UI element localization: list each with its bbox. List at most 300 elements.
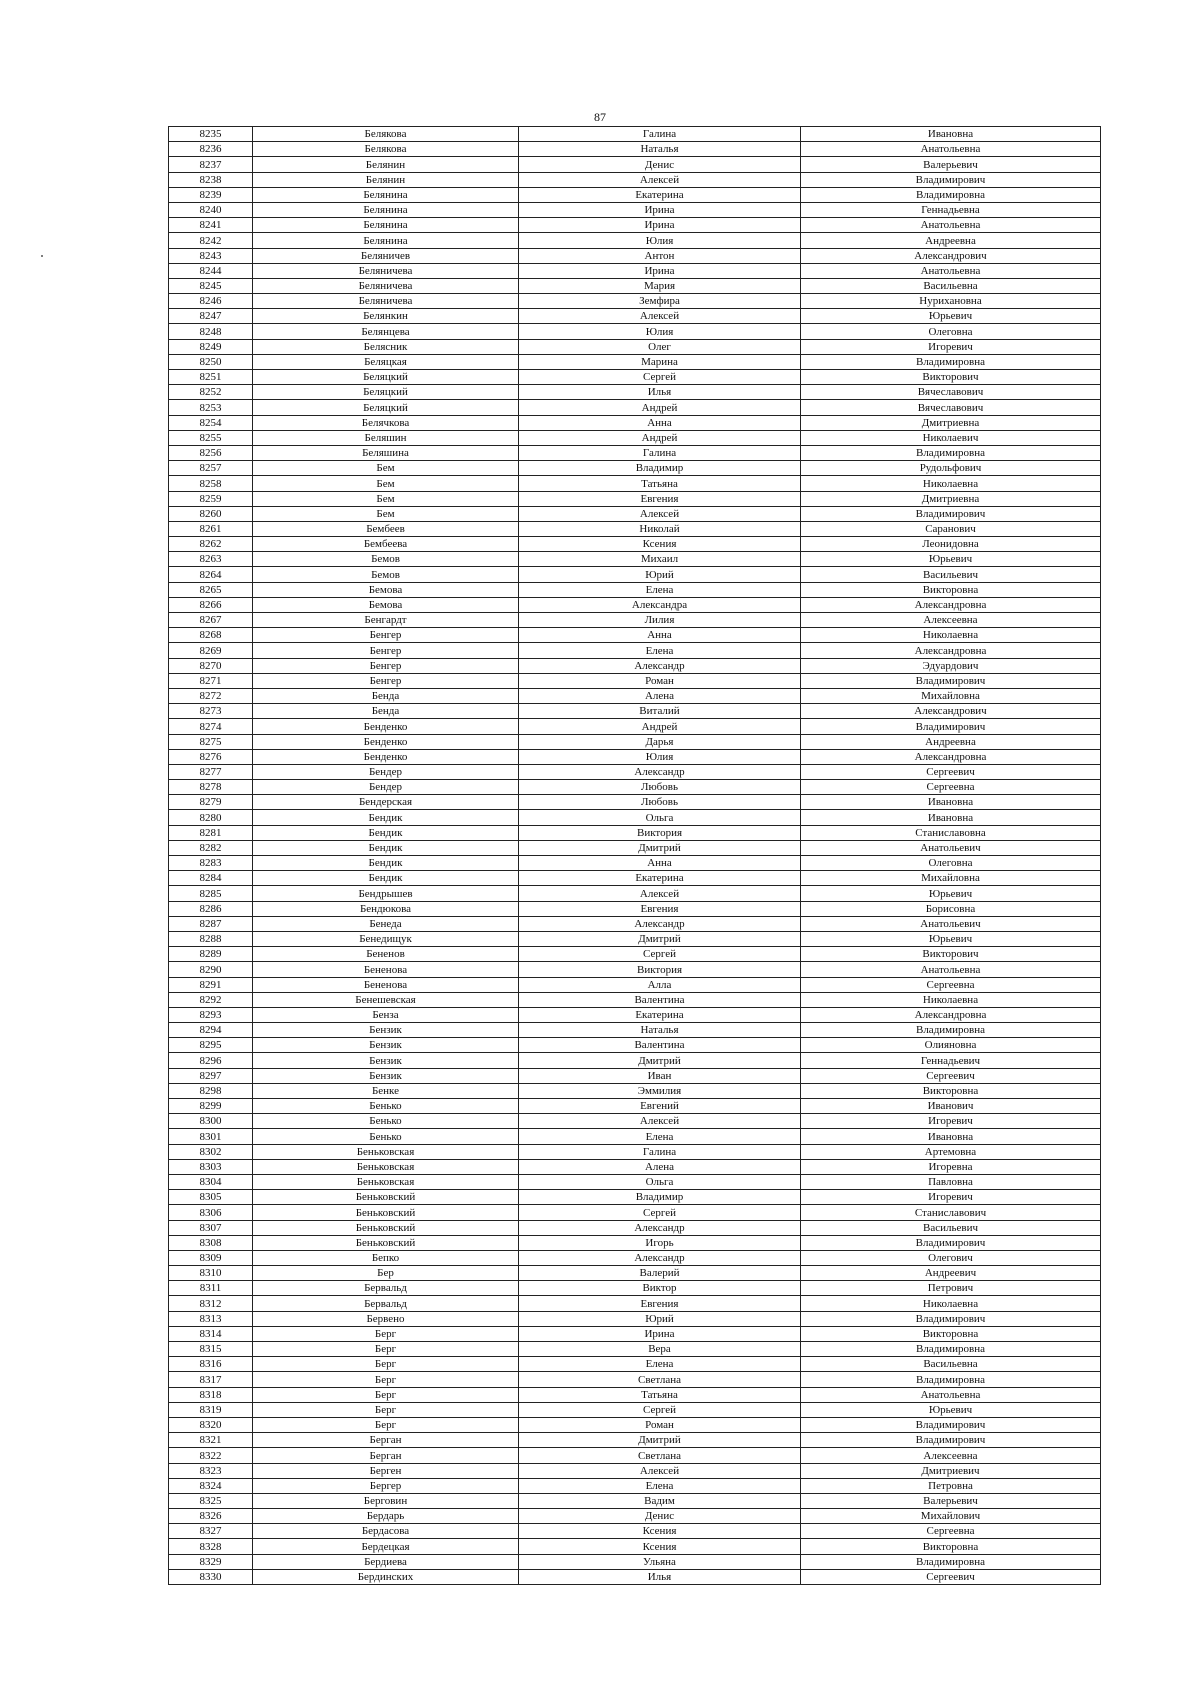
row-number-cell: 8313 [169, 1311, 253, 1326]
surname-cell: Беньковская [253, 1144, 519, 1159]
table-row [169, 1220, 1101, 1235]
given-name-cell: Алексей [519, 1463, 801, 1478]
table-row [169, 1296, 1101, 1311]
given-name-cell: Ксения [519, 1539, 801, 1554]
given-name-cell: Анна [519, 628, 801, 643]
row-number-cell: 8300 [169, 1114, 253, 1129]
surname-cell: Берг [253, 1326, 519, 1341]
given-name-cell: Алексей [519, 506, 801, 521]
patronymic-cell: Юрьевич [801, 309, 1101, 324]
row-number-cell: 8329 [169, 1554, 253, 1569]
surname-cell: Беляцкий [253, 400, 519, 415]
surname-cell: Белянкин [253, 309, 519, 324]
table-row [169, 780, 1101, 795]
patronymic-cell: Алексеевна [801, 1448, 1101, 1463]
surname-cell: Бемова [253, 597, 519, 612]
row-number-cell: 8272 [169, 688, 253, 703]
given-name-cell: Галина [519, 127, 801, 142]
given-name-cell: Андрей [519, 400, 801, 415]
row-number-cell: 8275 [169, 734, 253, 749]
row-number-cell: 8287 [169, 916, 253, 931]
page-number: 87 [594, 110, 606, 124]
patronymic-cell: Владимирович [801, 172, 1101, 187]
given-name-cell: Анна [519, 415, 801, 430]
table-row [169, 370, 1101, 385]
table-row [169, 1174, 1101, 1189]
given-name-cell: Дмитрий [519, 1433, 801, 1448]
patronymic-cell: Владимирович [801, 1417, 1101, 1432]
given-name-cell: Ирина [519, 263, 801, 278]
table-row [169, 248, 1101, 263]
row-number-cell: 8297 [169, 1068, 253, 1083]
given-name-cell: Юлия [519, 324, 801, 339]
given-name-cell: Мария [519, 278, 801, 293]
patronymic-cell: Сергеевич [801, 1068, 1101, 1083]
table-row [169, 688, 1101, 703]
row-number-cell: 8326 [169, 1509, 253, 1524]
row-number-cell: 8328 [169, 1539, 253, 1554]
patronymic-cell: Андреевич [801, 1266, 1101, 1281]
table-row [169, 263, 1101, 278]
given-name-cell: Юрий [519, 1311, 801, 1326]
surname-cell: Белякова [253, 142, 519, 157]
row-number-cell: 8305 [169, 1190, 253, 1205]
patronymic-cell: Владимирович [801, 506, 1101, 521]
patronymic-cell: Алексеевна [801, 613, 1101, 628]
given-name-cell: Алексей [519, 1114, 801, 1129]
row-number-cell: 8255 [169, 430, 253, 445]
given-name-cell: Виктор [519, 1281, 801, 1296]
patronymic-cell: Сергеевич [801, 764, 1101, 779]
given-name-cell: Елена [519, 1478, 801, 1493]
surname-cell: Бервено [253, 1311, 519, 1326]
given-name-cell: Анна [519, 856, 801, 871]
patronymic-cell: Юрьевич [801, 886, 1101, 901]
surname-cell: Беляцкий [253, 385, 519, 400]
patronymic-cell: Петрович [801, 1281, 1101, 1296]
row-number-cell: 8241 [169, 218, 253, 233]
surname-cell: Бем [253, 491, 519, 506]
row-number-cell: 8236 [169, 142, 253, 157]
table-row [169, 764, 1101, 779]
given-name-cell: Эммилия [519, 1083, 801, 1098]
given-name-cell: Игорь [519, 1235, 801, 1250]
surname-cell: Бенда [253, 704, 519, 719]
patronymic-cell: Олеговна [801, 856, 1101, 871]
given-name-cell: Ирина [519, 1326, 801, 1341]
patronymic-cell: Олияновна [801, 1038, 1101, 1053]
given-name-cell: Елена [519, 643, 801, 658]
given-name-cell: Роман [519, 1417, 801, 1432]
given-name-cell: Екатерина [519, 187, 801, 202]
surname-cell: Берг [253, 1342, 519, 1357]
table-row [169, 1569, 1101, 1584]
surname-cell: Белякова [253, 127, 519, 142]
table-row [169, 658, 1101, 673]
given-name-cell: Дмитрий [519, 931, 801, 946]
row-number-cell: 8247 [169, 309, 253, 324]
given-name-cell: Виталий [519, 704, 801, 719]
table-row [169, 1068, 1101, 1083]
given-name-cell: Наталья [519, 1023, 801, 1038]
table-row [169, 962, 1101, 977]
row-number-cell: 8282 [169, 840, 253, 855]
given-name-cell: Андрей [519, 430, 801, 445]
table-row [169, 552, 1101, 567]
table-row [169, 1539, 1101, 1554]
patronymic-cell: Владимировна [801, 445, 1101, 460]
given-name-cell: Елена [519, 582, 801, 597]
surname-cell: Бенгардт [253, 613, 519, 628]
row-number-cell: 8256 [169, 445, 253, 460]
patronymic-cell: Васильевич [801, 567, 1101, 582]
row-number-cell: 8295 [169, 1038, 253, 1053]
row-number-cell: 8239 [169, 187, 253, 202]
row-number-cell: 8261 [169, 521, 253, 536]
table-row [169, 202, 1101, 217]
given-name-cell: Земфира [519, 294, 801, 309]
patronymic-cell: Анатольевна [801, 218, 1101, 233]
surname-cell: Беньковский [253, 1220, 519, 1235]
table-row [169, 1372, 1101, 1387]
given-name-cell: Светлана [519, 1372, 801, 1387]
table-row [169, 445, 1101, 460]
surname-cell: Белянина [253, 233, 519, 248]
surname-cell: Бендер [253, 764, 519, 779]
table-row [169, 1524, 1101, 1539]
given-name-cell: Илья [519, 1569, 801, 1584]
patronymic-cell: Николаевна [801, 628, 1101, 643]
surname-cell: Бем [253, 461, 519, 476]
row-number-cell: 8327 [169, 1524, 253, 1539]
given-name-cell: Алена [519, 688, 801, 703]
surname-cell: Бембеева [253, 537, 519, 552]
row-number-cell: 8245 [169, 278, 253, 293]
surname-cell: Бердарь [253, 1509, 519, 1524]
row-number-cell: 8289 [169, 947, 253, 962]
table-row [169, 597, 1101, 612]
table-row [169, 142, 1101, 157]
patronymic-cell: Анатольевна [801, 1387, 1101, 1402]
patronymic-cell: Владимирович [801, 719, 1101, 734]
patronymic-cell: Станиславович [801, 1205, 1101, 1220]
patronymic-cell: Владимирович [801, 1311, 1101, 1326]
table-row [169, 1007, 1101, 1022]
surname-cell: Беляшин [253, 430, 519, 445]
table-row [169, 400, 1101, 415]
surname-cell: Беляничева [253, 294, 519, 309]
table-row [169, 643, 1101, 658]
row-number-cell: 8288 [169, 931, 253, 946]
row-number-cell: 8281 [169, 825, 253, 840]
surname-cell: Бензик [253, 1038, 519, 1053]
given-name-cell: Антон [519, 248, 801, 263]
surname-cell: Бендрышев [253, 886, 519, 901]
given-name-cell: Владимир [519, 461, 801, 476]
surname-cell: Бем [253, 476, 519, 491]
row-number-cell: 8306 [169, 1205, 253, 1220]
row-number-cell: 8257 [169, 461, 253, 476]
patronymic-cell: Артемовна [801, 1144, 1101, 1159]
surname-cell: Беньковский [253, 1190, 519, 1205]
table-row [169, 1357, 1101, 1372]
surname-cell: Бердасова [253, 1524, 519, 1539]
given-name-cell: Сергей [519, 370, 801, 385]
given-name-cell: Денис [519, 1509, 801, 1524]
table-row [169, 172, 1101, 187]
patronymic-cell: Андреевна [801, 233, 1101, 248]
surname-cell: Белянина [253, 202, 519, 217]
given-name-cell: Алена [519, 1159, 801, 1174]
given-name-cell: Галина [519, 1144, 801, 1159]
patronymic-cell: Геннадьевич [801, 1053, 1101, 1068]
row-number-cell: 8321 [169, 1433, 253, 1448]
table-row [169, 415, 1101, 430]
surname-cell: Белянцева [253, 324, 519, 339]
table-row [169, 354, 1101, 369]
surname-cell: Беляничев [253, 248, 519, 263]
row-number-cell: 8312 [169, 1296, 253, 1311]
table-row [169, 1387, 1101, 1402]
table-row [169, 1205, 1101, 1220]
patronymic-cell: Рудольфович [801, 461, 1101, 476]
surname-cell: Берг [253, 1417, 519, 1432]
surname-cell: Бервальд [253, 1281, 519, 1296]
row-number-cell: 8270 [169, 658, 253, 673]
given-name-cell: Ольга [519, 1174, 801, 1189]
row-number-cell: 8262 [169, 537, 253, 552]
row-number-cell: 8293 [169, 1007, 253, 1022]
row-number-cell: 8309 [169, 1250, 253, 1265]
patronymic-cell: Михайловна [801, 871, 1101, 886]
row-number-cell: 8323 [169, 1463, 253, 1478]
surname-cell: Бендик [253, 871, 519, 886]
patronymic-cell: Владимирович [801, 673, 1101, 688]
row-number-cell: 8260 [169, 506, 253, 521]
table-row [169, 1144, 1101, 1159]
table-row [169, 1250, 1101, 1265]
patronymic-cell: Павловна [801, 1174, 1101, 1189]
patronymic-cell: Александровна [801, 749, 1101, 764]
patronymic-cell: Викторовна [801, 1326, 1101, 1341]
row-number-cell: 8285 [169, 886, 253, 901]
patronymic-cell: Сергеевич [801, 1569, 1101, 1584]
row-number-cell: 8238 [169, 172, 253, 187]
given-name-cell: Валентина [519, 992, 801, 1007]
patronymic-cell: Александровна [801, 643, 1101, 658]
row-number-cell: 8311 [169, 1281, 253, 1296]
row-number-cell: 8316 [169, 1357, 253, 1372]
patronymic-cell: Юрьевич [801, 552, 1101, 567]
patronymic-cell: Владимировна [801, 1554, 1101, 1569]
patronymic-cell: Валерьевич [801, 157, 1101, 172]
patronymic-cell: Николаевна [801, 1296, 1101, 1311]
surname-cell: Бепко [253, 1250, 519, 1265]
table-row [169, 734, 1101, 749]
given-name-cell: Ольга [519, 810, 801, 825]
given-name-cell: Денис [519, 157, 801, 172]
table-row [169, 278, 1101, 293]
patronymic-cell: Петровна [801, 1478, 1101, 1493]
row-number-cell: 8267 [169, 613, 253, 628]
patronymic-cell: Викторович [801, 947, 1101, 962]
surname-cell: Берген [253, 1463, 519, 1478]
table-row [169, 324, 1101, 339]
table-row [169, 187, 1101, 202]
patronymic-cell: Нурихановна [801, 294, 1101, 309]
given-name-cell: Евгения [519, 491, 801, 506]
given-name-cell: Елена [519, 1129, 801, 1144]
given-name-cell: Владимир [519, 1190, 801, 1205]
row-number-cell: 8322 [169, 1448, 253, 1463]
table-row [169, 931, 1101, 946]
given-name-cell: Любовь [519, 795, 801, 810]
patronymic-cell: Александровна [801, 1007, 1101, 1022]
table-row [169, 886, 1101, 901]
surname-cell: Бендик [253, 825, 519, 840]
given-name-cell: Николай [519, 521, 801, 536]
row-number-cell: 8248 [169, 324, 253, 339]
surname-cell: Бенденко [253, 734, 519, 749]
patronymic-cell: Леонидовна [801, 537, 1101, 552]
given-name-cell: Олег [519, 339, 801, 354]
given-name-cell: Михаил [519, 552, 801, 567]
table-row [169, 1083, 1101, 1098]
given-name-cell: Александра [519, 597, 801, 612]
surname-cell: Берг [253, 1402, 519, 1417]
patronymic-cell: Игоревна [801, 1159, 1101, 1174]
row-number-cell: 8315 [169, 1342, 253, 1357]
table-row [169, 506, 1101, 521]
given-name-cell: Андрей [519, 719, 801, 734]
table-row [169, 476, 1101, 491]
surname-cell: Бервальд [253, 1296, 519, 1311]
table-row [169, 1448, 1101, 1463]
table-row [169, 567, 1101, 582]
table-row [169, 825, 1101, 840]
patronymic-cell: Ивановна [801, 795, 1101, 810]
given-name-cell: Наталья [519, 142, 801, 157]
patronymic-cell: Эдуардович [801, 658, 1101, 673]
given-name-cell: Роман [519, 673, 801, 688]
patronymic-cell: Станиславовна [801, 825, 1101, 840]
given-name-cell: Евгения [519, 1296, 801, 1311]
surname-cell: Берг [253, 1387, 519, 1402]
given-name-cell: Лилия [519, 613, 801, 628]
row-number-cell: 8273 [169, 704, 253, 719]
surname-cell: Бемов [253, 552, 519, 567]
patronymic-cell: Александрович [801, 248, 1101, 263]
given-name-cell: Алексей [519, 886, 801, 901]
patronymic-cell: Михайлович [801, 1509, 1101, 1524]
surname-cell: Бензик [253, 1053, 519, 1068]
given-name-cell: Валентина [519, 1038, 801, 1053]
row-number-cell: 8244 [169, 263, 253, 278]
table-row [169, 749, 1101, 764]
surname-cell: Берган [253, 1448, 519, 1463]
patronymic-cell: Ивановна [801, 127, 1101, 142]
given-name-cell: Вера [519, 1342, 801, 1357]
table-row [169, 537, 1101, 552]
table-row [169, 871, 1101, 886]
given-name-cell: Алла [519, 977, 801, 992]
patronymic-cell: Валерьевич [801, 1493, 1101, 1508]
patronymic-cell: Вячеславович [801, 385, 1101, 400]
row-number-cell: 8235 [169, 127, 253, 142]
surname-cell: Бенденко [253, 719, 519, 734]
patronymic-cell: Владимировна [801, 1342, 1101, 1357]
table-row [169, 218, 1101, 233]
table-row [169, 1463, 1101, 1478]
row-number-cell: 8279 [169, 795, 253, 810]
row-number-cell: 8252 [169, 385, 253, 400]
given-name-cell: Елена [519, 1357, 801, 1372]
patronymic-cell: Борисовна [801, 901, 1101, 916]
patronymic-cell: Олегович [801, 1250, 1101, 1265]
surname-cell: Беляцкий [253, 370, 519, 385]
patronymic-cell: Владимировна [801, 354, 1101, 369]
surname-cell: Белянина [253, 218, 519, 233]
given-name-cell: Юлия [519, 749, 801, 764]
patronymic-cell: Дмитриевна [801, 415, 1101, 430]
row-number-cell: 8324 [169, 1478, 253, 1493]
row-number-cell: 8317 [169, 1372, 253, 1387]
row-number-cell: 8308 [169, 1235, 253, 1250]
row-number-cell: 8277 [169, 764, 253, 779]
given-name-cell: Илья [519, 385, 801, 400]
row-number-cell: 8250 [169, 354, 253, 369]
surname-cell: Бенедищук [253, 931, 519, 946]
row-number-cell: 8299 [169, 1099, 253, 1114]
given-name-cell: Татьяна [519, 476, 801, 491]
table-row [169, 977, 1101, 992]
table-row [169, 704, 1101, 719]
surname-cell: Бененов [253, 947, 519, 962]
row-number-cell: 8258 [169, 476, 253, 491]
surname-cell: Белясник [253, 339, 519, 354]
row-number-cell: 8271 [169, 673, 253, 688]
table-row [169, 613, 1101, 628]
patronymic-cell: Дмитриевна [801, 491, 1101, 506]
given-name-cell: Алексей [519, 309, 801, 324]
surname-cell: Бенеда [253, 916, 519, 931]
row-number-cell: 8314 [169, 1326, 253, 1341]
surname-cell: Бердинских [253, 1569, 519, 1584]
table-row [169, 309, 1101, 324]
given-name-cell: Дмитрий [519, 1053, 801, 1068]
patronymic-cell: Владимировна [801, 1372, 1101, 1387]
table-row [169, 1235, 1101, 1250]
row-number-cell: 8251 [169, 370, 253, 385]
surname-cell: Бендик [253, 810, 519, 825]
table-row [169, 491, 1101, 506]
given-name-cell: Сергей [519, 1402, 801, 1417]
surname-cell: Берган [253, 1433, 519, 1448]
row-number-cell: 8290 [169, 962, 253, 977]
row-number-cell: 8325 [169, 1493, 253, 1508]
surname-cell: Бендик [253, 856, 519, 871]
surname-cell: Бенза [253, 1007, 519, 1022]
row-number-cell: 8253 [169, 400, 253, 415]
table-row [169, 461, 1101, 476]
row-number-cell: 8320 [169, 1417, 253, 1432]
table-row [169, 673, 1101, 688]
patronymic-cell: Игоревич [801, 339, 1101, 354]
table-row [169, 1402, 1101, 1417]
given-name-cell: Вадим [519, 1493, 801, 1508]
surname-cell: Бендерская [253, 795, 519, 810]
given-name-cell: Татьяна [519, 1387, 801, 1402]
